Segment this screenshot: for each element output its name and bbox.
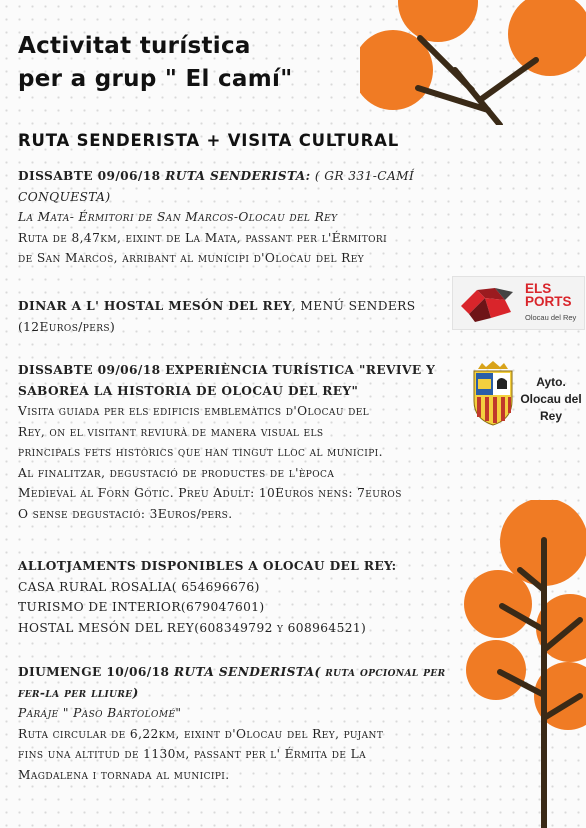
els-ports-emblem-icon <box>455 278 521 328</box>
section-heading <box>18 166 438 187</box>
town-hall-line: Ayto. <box>536 375 566 389</box>
section-heading: SABOREA LA HISTORIA DE OLOCAU DEL REY" <box>18 383 359 398</box>
town-hall-label <box>516 374 586 425</box>
title-line: per a grup " El camí" <box>18 66 293 92</box>
section-heading: ALLOTJAMENTS DISPONIBLES A OLOCAU DEL REY: <box>18 559 397 573</box>
tree-illustration-top <box>360 0 586 125</box>
section-saturday-hike <box>18 166 438 269</box>
description-line: Al finalitzar, degustació de productes de l'època <box>18 465 335 480</box>
town-coat-of-arms-icon <box>468 361 518 427</box>
description-line: principals fets històrics que han tingut lloc al municipi. <box>18 445 383 459</box>
section-sunday-hike <box>18 662 458 785</box>
section-experience <box>18 360 458 524</box>
els-ports-logo <box>452 276 585 330</box>
description-line: fins una altitud de 1130m, passant per l' Érmita de La <box>18 747 366 761</box>
els-ports-subtitle: Olocau del Rey <box>525 313 577 322</box>
headline: RUTA SENDERISTA + VISITA CULTURAL <box>18 131 400 150</box>
description-line: Visita guiada per els edificis emblemàtics d'Olocau del <box>18 404 370 418</box>
orange-leaf <box>466 640 526 700</box>
lodging-item: HOSTAL MESÓN DEL REY(608349792 y 608964521) <box>18 620 367 635</box>
section-lodging <box>18 556 438 638</box>
route-note: ( GR 331-CAMÍ <box>310 169 415 183</box>
route-subtitle: Paraje " Paso Bartolomé" <box>18 706 182 720</box>
description-line: O sense degustació: 3Euros/pers. <box>18 506 233 521</box>
lunch-label: DINAR A L' HOSTAL MESÓN DEL REY <box>18 299 292 313</box>
description-line: Rey, on el visitant reviurà de manera visual els <box>18 424 324 439</box>
description-line: Ruta circular de 6,22km, eixint d'Olocau del Rey, pujant <box>18 726 384 741</box>
description-line: Ruta de 8,47km, eixint de La Mata, passant per l'Érmitori <box>18 230 388 245</box>
title-line: Activitat turística <box>18 33 251 59</box>
route-note: fer-la per lliure) <box>18 685 139 700</box>
section-heading <box>18 296 438 317</box>
route-label: RUTA SENDERISTA <box>174 665 315 679</box>
description-line: de San Marcos, arribant al municipi d'Olocau del Rey <box>18 251 365 265</box>
page-title <box>18 30 378 96</box>
town-hall-line: Rey <box>539 409 562 423</box>
els-ports-name <box>525 282 583 308</box>
route-note: CONQUESTA) <box>18 189 111 204</box>
route-note: ( ruta opcional per <box>314 665 446 679</box>
route-label: RUTA SENDERISTA: <box>165 169 311 183</box>
lunch-menu: , MENÚ SENDERS <box>291 299 416 313</box>
tree-illustration-bottom <box>440 500 586 828</box>
orange-leaf <box>464 570 532 638</box>
town-hall-line: Olocau del <box>520 392 582 406</box>
lunch-price: (12Euros/pers) <box>18 319 116 334</box>
els-ports-line: ELS <box>525 281 552 296</box>
els-ports-line: PORTS <box>525 294 572 309</box>
route-subtitle: La Mata- Érmitori de San Marcos-Olocau del Rey <box>18 210 338 224</box>
section-heading: DISSABTE 09/06/18 EXPERIÈNCIA TURÍSTICA "REVIVE Y <box>18 363 436 377</box>
date-label: DISSABTE 09/06/18 <box>18 169 166 183</box>
description-line: Medieval al Forn Gòtic. Preu Adult: 10Euros nens: 7euros <box>18 486 402 500</box>
description-line: Magdalena i tornada al municipi. <box>18 767 230 782</box>
section-lunch <box>18 296 438 337</box>
orange-leaf <box>508 0 586 76</box>
lodging-item: CASA RURAL ROSALIA( 654696676) <box>18 579 260 594</box>
section-heading <box>18 662 458 683</box>
date-label: DIUMENGE 10/06/18 <box>18 665 174 679</box>
lodging-item: TURISMO DE INTERIOR(679047601) <box>18 600 265 614</box>
